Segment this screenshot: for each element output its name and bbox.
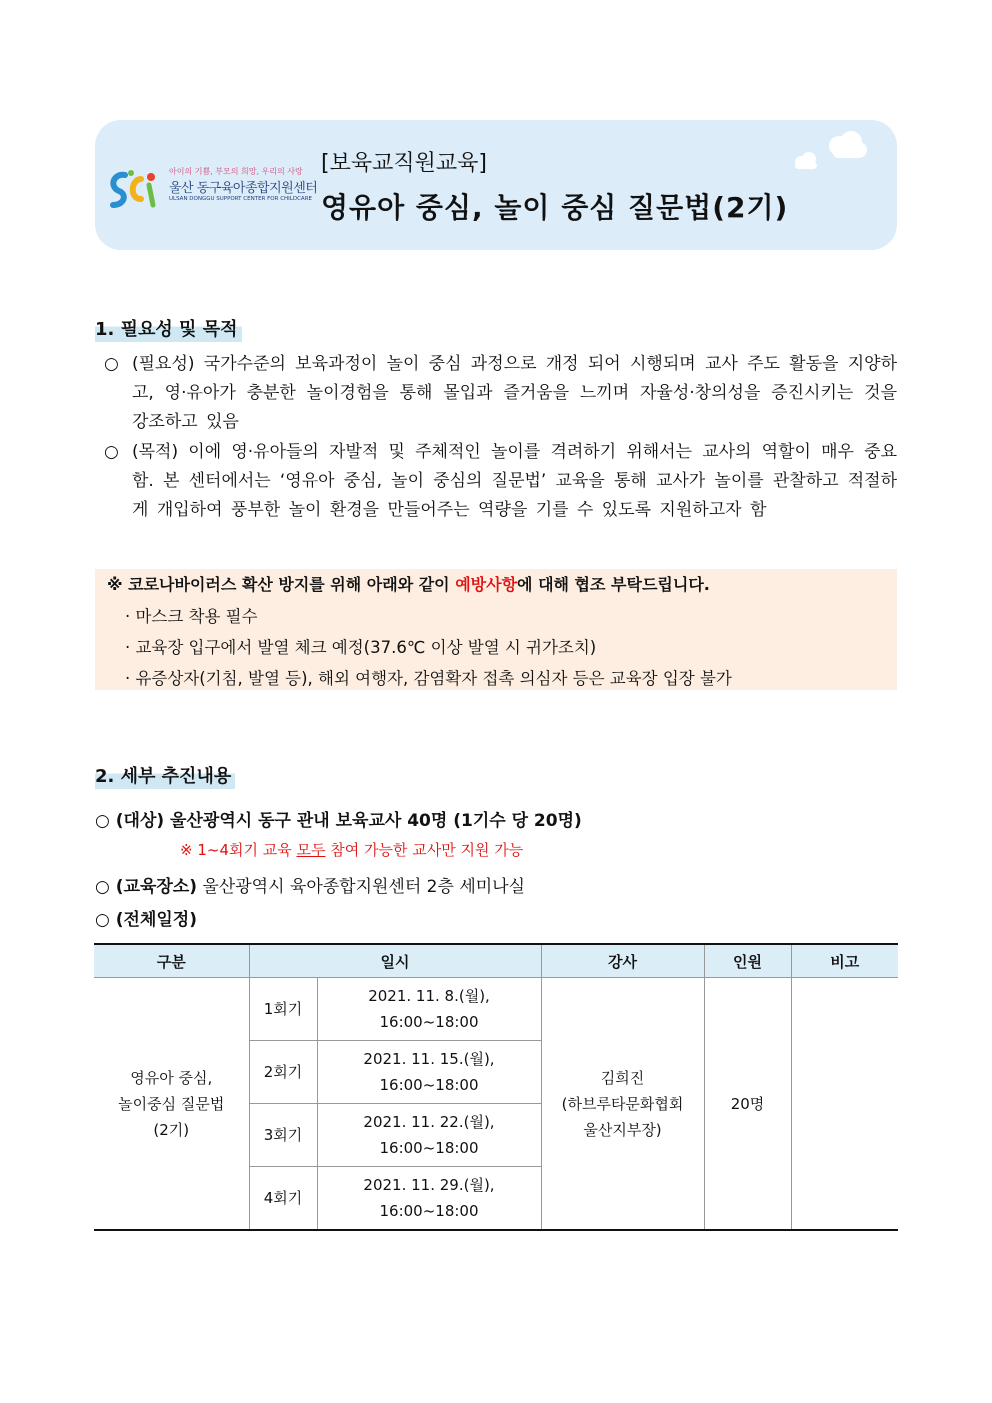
center-logo — [105, 160, 318, 216]
time-text: 16:00~18:00 — [379, 1076, 479, 1094]
header-category: 구분 — [94, 944, 249, 978]
date-text: 2021. 11. 29.(월), — [363, 1176, 495, 1194]
banner-subtitle: [보육교직원교육] — [321, 151, 487, 176]
session-cell: 1회기 — [249, 978, 317, 1041]
covid-notice-box — [95, 569, 897, 690]
paragraph-purpose-text: (목적) 이에 영·유아들의 자발적 및 주체적인 놀이를 격려하기 위해서는 교사의 역할이 매우 중요함. 본 센터에서는 ‘영유아 중심, 놀이 중심의 질문법’ 교육을 통해 교사가 놀이를 관찰하고 적절하게 개입하여 풍부한 놀이 환경을 만들어주는 역량을 기를 수 있도록 지원하고자 함 — [132, 442, 897, 520]
note-cell — [791, 978, 898, 1231]
date-text: 2021. 11. 22.(월), — [363, 1113, 495, 1131]
program-line: 놀이중심 질문법 — [118, 1094, 225, 1113]
table-header-row — [94, 944, 898, 978]
capacity-cell: 20명 — [704, 978, 791, 1231]
section-heading-details: 2. 세부 추진내용 — [95, 761, 235, 789]
session-cell: 2회기 — [249, 1041, 317, 1104]
circle-bullet-icon: ○ — [104, 442, 119, 462]
datetime-cell — [317, 1167, 541, 1231]
header-instructor: 강사 — [541, 944, 704, 978]
notice-item-symptoms: · 유증상자(기침, 발열 등), 해외 여행자, 감염확자 접촉 의심자 등은 교육장 입장 불가 — [125, 669, 732, 688]
note-text-end: 참여 가능한 교사만 지원 가능 — [325, 841, 524, 859]
time-text: 16:00~18:00 — [379, 1139, 479, 1157]
session-cell: 4회기 — [249, 1167, 317, 1231]
paragraph-necessity — [104, 350, 897, 437]
instructor-line: 울산지부장) — [583, 1120, 662, 1139]
section-heading-purpose: 1. 필요성 및 목적 — [95, 314, 242, 342]
page-title: 영유아 중심, 놀이 중심 질문법(2기) — [321, 191, 789, 224]
participation-note — [180, 839, 523, 860]
schedule-table — [94, 943, 898, 1231]
datetime-cell — [317, 978, 541, 1041]
table-row — [94, 978, 898, 1041]
logo-slogan: 아이의 기쁨, 부모의 희망, 우리의 사랑 — [169, 167, 303, 176]
datetime-cell — [317, 1104, 541, 1167]
instructor-line: 김희진 — [600, 1068, 645, 1087]
paragraph-purpose — [104, 438, 897, 525]
target-text: 울산광역시 동구 관내 보육교사 40명 (1기수 당 20명) — [164, 811, 582, 831]
notice-title-text-end: 에 대해 협조 부탁드립니다. — [517, 575, 710, 594]
schedule-label — [95, 905, 197, 930]
note-text: ※ 1~4회기 교육 — [180, 841, 297, 859]
cloud-decoration-icon — [787, 126, 867, 174]
header-capacity: 인원 — [704, 944, 791, 978]
program-line: (2기) — [153, 1120, 190, 1139]
notice-title-highlight: 예방사항 — [455, 575, 518, 594]
place-line — [95, 872, 525, 897]
notice-title-text: ※ 코로나바이러스 확산 방지를 위해 아래와 같이 — [107, 575, 456, 594]
place-text: 울산광역시 육아종합지원센터 2층 세미나실 — [196, 877, 526, 897]
logo-name: 울산 동구육아종합지원센터 — [169, 181, 318, 196]
time-text: 16:00~18:00 — [379, 1013, 479, 1031]
header-banner — [95, 120, 897, 250]
session-cell: 3회기 — [249, 1104, 317, 1167]
datetime-cell — [317, 1041, 541, 1104]
target-line — [95, 806, 582, 831]
center-logo-mark-icon — [105, 165, 161, 213]
program-line: 영유아 중심, — [130, 1068, 213, 1087]
schedule-label-text: ○ (전체일정) — [95, 910, 197, 930]
notice-item-mask: · 마스크 착용 필수 — [125, 607, 258, 626]
header-datetime: 일시 — [249, 944, 541, 978]
notice-title — [107, 572, 710, 595]
notice-item-fever-check: · 교육장 입구에서 발열 체크 예정(37.6℃ 이상 발열 시 귀가조치) — [125, 638, 597, 657]
logo-english-name: ULSAN DONGGU SUPPORT CENTER FOR CHILDCARE — [169, 196, 312, 202]
target-label: ○ (대상) — [95, 811, 165, 831]
circle-bullet-icon: ○ — [104, 354, 119, 374]
date-text: 2021. 11. 8.(월), — [368, 987, 490, 1005]
time-text: 16:00~18:00 — [379, 1202, 479, 1220]
place-label: ○ (교육장소) — [95, 877, 197, 897]
instructor-line: (하브루타문화협회 — [561, 1094, 684, 1113]
instructor-cell — [541, 978, 704, 1231]
paragraph-necessity-text: (필요성) 국가수준의 보육과정이 놀이 중심 과정으로 개정 되어 시행되며 교사 주도 활동을 지양하고, 영·유아가 충분한 놀이경험을 통해 몰입과 즐거움을 느끼며 자율성·창의성을 증진시키는 것을 강조하고 있음 — [132, 354, 897, 432]
date-text: 2021. 11. 15.(월), — [363, 1050, 495, 1068]
program-cell — [94, 978, 249, 1231]
header-note: 비고 — [791, 944, 898, 978]
note-underlined: 모두 — [296, 841, 326, 859]
